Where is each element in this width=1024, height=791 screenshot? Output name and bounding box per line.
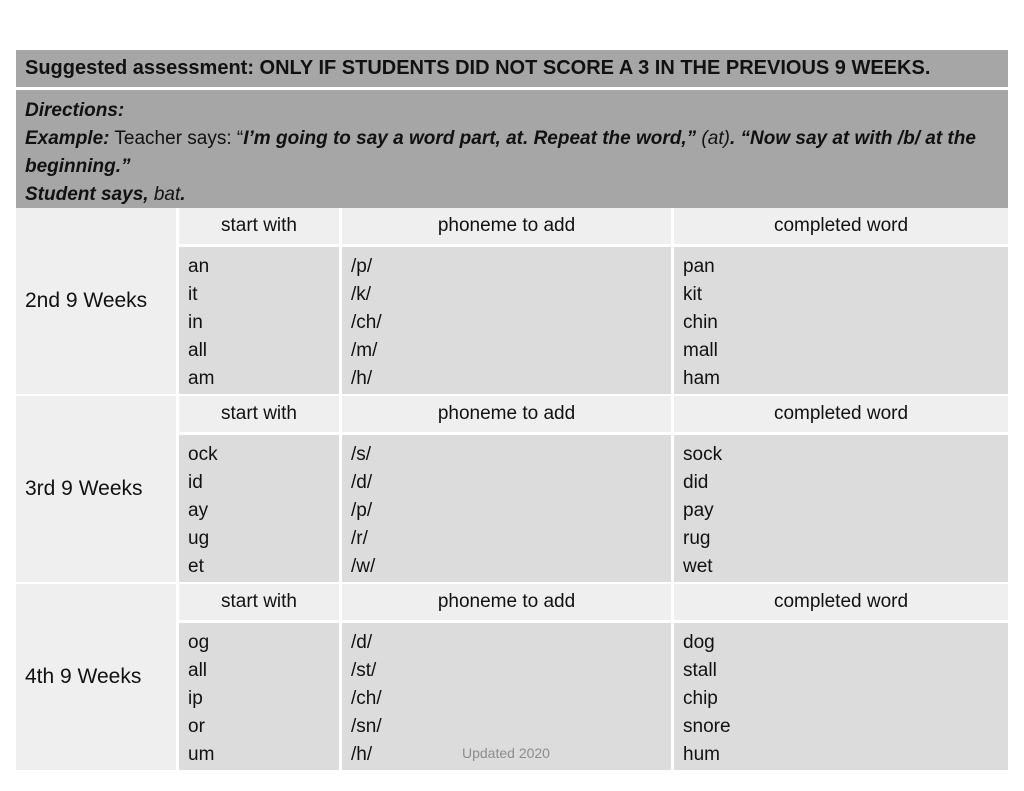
example-label: Example: bbox=[25, 128, 110, 149]
list-item: ip bbox=[188, 688, 203, 709]
list-item: all bbox=[188, 660, 208, 681]
student-label: Student says, bbox=[25, 184, 149, 205]
list-item: /h/ bbox=[351, 368, 373, 389]
column-header-completed: completed word bbox=[773, 215, 909, 236]
table-row bbox=[179, 247, 1008, 394]
student-word: bat bbox=[148, 184, 181, 205]
list-item: all bbox=[188, 340, 208, 361]
list-item: /h/ bbox=[351, 744, 373, 765]
list-item: ay bbox=[188, 500, 209, 521]
updated-note: Updated 2020 bbox=[462, 745, 550, 761]
list-item: /p/ bbox=[351, 256, 373, 277]
list-item: snore bbox=[683, 716, 731, 737]
list-item: did bbox=[683, 472, 709, 493]
week-block bbox=[16, 582, 1008, 770]
list-item: /w/ bbox=[351, 556, 376, 577]
list-item: stall bbox=[683, 660, 717, 681]
completed-word-cell bbox=[674, 247, 1008, 394]
list-item: dog bbox=[683, 632, 715, 653]
list-item: pay bbox=[683, 500, 714, 521]
start-word-cell bbox=[179, 247, 342, 394]
at-word: (at) bbox=[696, 128, 730, 149]
list-item: hum bbox=[683, 744, 720, 765]
column-header-start: start with bbox=[179, 584, 342, 620]
list-item: mall bbox=[683, 340, 718, 361]
now-say-quote: “Now say at with /b/ at the beginning.” bbox=[25, 128, 976, 177]
list-item: ock bbox=[188, 444, 218, 465]
column-header-start: start with bbox=[179, 396, 342, 432]
list-item: wet bbox=[683, 556, 713, 577]
column-header-row bbox=[179, 584, 1008, 623]
assessment-sheet bbox=[16, 50, 1008, 770]
list-item: og bbox=[188, 632, 210, 653]
end-period: . bbox=[180, 184, 186, 205]
list-item: rug bbox=[683, 528, 711, 549]
list-item: pan bbox=[683, 256, 715, 277]
list-item: an bbox=[188, 256, 210, 277]
list-item: chip bbox=[683, 688, 718, 709]
period-1: . bbox=[729, 128, 741, 149]
teacher-quote: I’m going to say a word part, at. Repeat the word,” bbox=[243, 128, 697, 149]
phoneme-cell bbox=[342, 435, 674, 582]
completed-word-cell bbox=[674, 435, 1008, 582]
list-item: ham bbox=[683, 368, 720, 389]
page-title: Suggested assessment: ONLY IF STUDENTS DID NOT SCORE A 3 IN THE PREVIOUS 9 WEEKS. bbox=[16, 50, 1008, 90]
column-header-completed: completed word bbox=[773, 403, 909, 424]
column-header-phoneme: phoneme to add bbox=[342, 208, 674, 244]
directions-box bbox=[16, 90, 1008, 208]
column-header-row bbox=[179, 208, 1008, 247]
week-block bbox=[16, 394, 1008, 582]
week-label: 3rd 9 Weeks bbox=[16, 396, 179, 582]
start-word-cell bbox=[179, 435, 342, 582]
column-header-phoneme: phoneme to add bbox=[342, 584, 674, 620]
list-item: /p/ bbox=[351, 500, 373, 521]
list-item: /st/ bbox=[351, 660, 377, 681]
list-item: am bbox=[188, 368, 215, 389]
list-item: chin bbox=[683, 312, 718, 333]
table-row bbox=[179, 623, 1008, 770]
week-label: 2nd 9 Weeks bbox=[16, 208, 179, 394]
list-item: ug bbox=[188, 528, 210, 549]
list-item: or bbox=[188, 716, 205, 737]
start-word-cell bbox=[179, 623, 342, 770]
list-item: /d/ bbox=[351, 632, 373, 653]
list-item: id bbox=[188, 472, 203, 493]
list-item: sock bbox=[683, 444, 723, 465]
week-block bbox=[16, 208, 1008, 394]
list-item: um bbox=[188, 744, 215, 765]
column-header-completed: completed word bbox=[773, 591, 909, 612]
list-item: et bbox=[188, 556, 204, 577]
list-item: /m/ bbox=[351, 340, 378, 361]
list-item: /r/ bbox=[351, 528, 368, 549]
list-item: /s/ bbox=[351, 444, 372, 465]
completed-word-cell bbox=[674, 623, 1008, 770]
column-header-start: start with bbox=[179, 208, 342, 244]
column-header-phoneme: phoneme to add bbox=[342, 396, 674, 432]
list-item: /k/ bbox=[351, 284, 372, 305]
list-item: /ch/ bbox=[351, 312, 382, 333]
list-item: /d/ bbox=[351, 472, 373, 493]
list-item: kit bbox=[683, 284, 702, 305]
column-header-row bbox=[179, 396, 1008, 435]
teacher-says-text: Teacher says: “ bbox=[109, 128, 244, 149]
directions-label: Directions: bbox=[25, 100, 125, 121]
weeks-table bbox=[16, 208, 1008, 770]
list-item: in bbox=[188, 312, 203, 333]
list-item: /ch/ bbox=[351, 688, 382, 709]
phoneme-cell bbox=[342, 247, 674, 394]
list-item: /sn/ bbox=[351, 716, 382, 737]
table-row bbox=[179, 435, 1008, 582]
week-label: 4th 9 Weeks bbox=[16, 584, 179, 770]
list-item: it bbox=[188, 284, 198, 305]
